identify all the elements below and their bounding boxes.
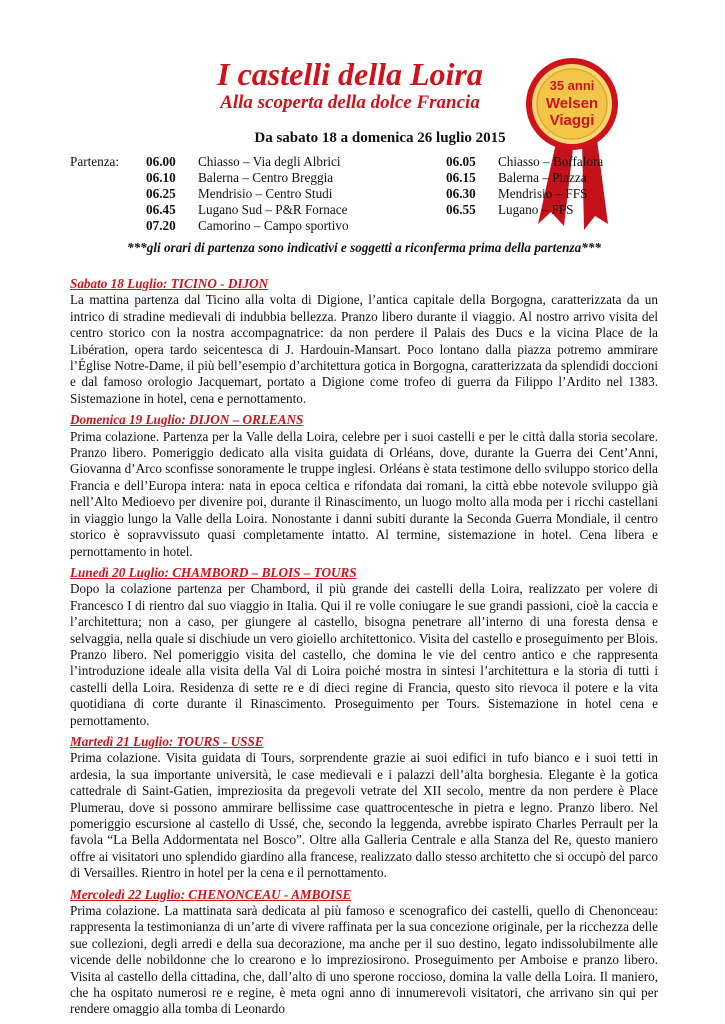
day-heading: Lunedì 20 Luglio: CHAMBORD – BLOIS – TOURS: [70, 564, 357, 580]
departure-time: 06.15: [446, 170, 476, 185]
seal-line1: 35 anni: [549, 78, 595, 93]
trip-dates: Da sabato 18 a domenica 26 luglio 2015: [254, 130, 506, 146]
day-description: Dopo la colazione partenza per Chambord, il più grande dei castelli della Loira, realizzato per volere di Francesco I di rientro dal suo viaggio in Italia. Qui il re volle coniugare le sue grandi passioni, cioè la caccia e l’architettura; non a caso, per giungere al castello, bisogna penetrare all’interno di una foresta densa e selvaggia, nella quale si dischiude un vero gioiello architettonico. Visita del castello e proseguimento per Blois. Pranzo libero. Nel pomeriggio visita del castello, che domina le vie del centro antico e che rappresenta l’introduzione ideale alla visita della Val di Loira poiché mostra in sintesi l’architettura e la storia di tutti i castelli della Loira. Residenza di sette re e di dieci regine di Francia, questo sito rievoca il potere e la vita quotidiana di corte durante il Rinascimento. Proseguimento per Tours. Sistemazione in hotel cena e pernottamento.: [70, 581, 658, 728]
day-description: Prima colazione. Visita guidata di Tours, sorprendente grazie ai suoi edifici in tufo bianco e i suoi tetti in ardesia, la sua importante università, le case medievali e i palazzi dell’alta borghesia. Elegante è la gotica cattedrale di Saint-Gatien, impreziosita da pregevoli vetrate del XII secolo, mentre da non perdere è Place Plumerau, dove si possono ammirare bellissime case quattrocentesche in pietra e legno. Pranzo libero. Nel pomeriggio escursione al castello di Ussé, che, secondo la leggenda, avrebbe ispirato Charles Perrault per la favola “La Bella Addormentata nel Bosco”. Oltre alla Galleria Centrale e alla Stanza del Re, questo maniero offre ai visitatori uno splendido giardino alla francese, realizzato dallo stesso architetto che si occupò del parco di Versailles. Rientro in hotel per la cena e il pernottamento.: [70, 750, 658, 881]
seal-line2: Welsen: [545, 95, 599, 112]
departure-time: 06.05: [446, 154, 476, 169]
itinerary-day: [70, 565, 658, 729]
departure-place: Lugano Sud – P&R Fornace: [198, 202, 348, 217]
itinerary-day: [70, 412, 658, 560]
departure-row: [146, 218, 546, 234]
departure-place: Lugano – FFS: [498, 202, 574, 217]
departure-row: [146, 202, 574, 218]
day-heading: Mercoledì 22 Luglio: CHENONCEAU - AMBOISE: [70, 886, 352, 902]
page-subtitle: Alla scoperta della dolce Francia: [220, 92, 480, 113]
departure-row: [146, 154, 604, 170]
itinerary-day: [70, 276, 658, 407]
itinerary-day: [70, 887, 658, 1018]
day-heading: Martedì 21 Luglio: TOURS - USSE: [70, 733, 264, 749]
departure-time: 06.30: [446, 186, 476, 201]
departure-time: 06.55: [446, 202, 476, 217]
page-title: I castelli della Loira: [217, 56, 483, 92]
departure-place: Chiasso – Via degli Albrici: [198, 154, 341, 169]
day-description: La mattina partenza dal Ticino alla volta di Digione, l’antica capitale della Borgogna, caratterizzata da un intrico di stradine medievali di indubbia bellezza. Pranzo libero durante il viaggio. Al nostro arrivo visita del centro storico con la nostra accompagnatrice: da non perdere il Palais des Ducs e la vicina Place de la Libération, opera tardo seicentesca di J. Hardouin-Mansart. Poco lontano dalla piazza potremo ammirare l’Église Notre-Dame, il più bell’esempio d’architettura gotica in Borgogna, caratterizzata da splendidi doccioni e dal famoso orologio Jacquemart, portato a Digione come trofeo di guerra da Filippo l’Ardito nel 1383. Sistemazione in hotel, cena e pernottamento.: [70, 292, 658, 406]
departure-place: Balerna – Centro Breggia: [198, 170, 334, 185]
itinerary: [70, 276, 658, 1023]
departure-time: 06.00: [146, 154, 176, 169]
departure-place: Mendrisio – FFS: [498, 186, 588, 201]
departure-place: Mendrisio – Centro Studi: [198, 186, 333, 201]
day-description: Prima colazione. Partenza per la Valle della Loira, celebre per i suoi castelli e per le città dalla storia secolare. Pranzo libero. Pomeriggio dedicato alla visita guidata di Orléans, dove, durante la Guerra dei Cent’Anni, Giovanna d’Arco sconfisse sonoramente le truppe inglesi. Orléans è stata testimone dello sviluppo storico della Francia e dell’Europa intera: nata in epoca celtica e rifondata dai romani, la città ebbe notevole sviluppo già nell’Alto Medioevo per divenire poi, durante il Rinascimento, un luogo molto alla moda per i ricchi castellani in viaggio lungo la Valle della Loira. Nonostante i danni subiti durante la Seconda Guerra Mondiale, il centro storico è sopravvissuto quasi completamente intatto. Al termine, sistemazione in hotel. Cena libera e pernottamento in hotel.: [70, 428, 658, 559]
departure-place: Balerna – Piazza: [498, 170, 587, 185]
departure-time: 06.10: [146, 170, 176, 185]
departure-time: 06.25: [146, 186, 176, 201]
departure-label: Partenza:: [70, 154, 120, 169]
day-heading: Sabato 18 Luglio: TICINO - DIJON: [70, 276, 269, 291]
departure-time: 06.45: [146, 202, 176, 217]
itinerary-day: [70, 734, 658, 882]
departure-note: ***gli orari di partenza sono indicativi e soggetti a riconferma prima della partenza***: [126, 240, 602, 255]
departure-place: Camorino – Campo sportivo: [198, 218, 349, 233]
seal-line3: Viaggi: [549, 112, 595, 129]
day-description: Prima colazione. La mattinata sarà dedicata al più famoso e scenografico dei castelli, quello di Chenonceau: rappresenta la testimonianza di un’arte di vivere raffinata per la sua concezione originale, per la ricchezza delle sue collezioni, degli arredi e della sua decorazione, ma anche per il suo destino, legato indissolubilmente alle vicende delle nobildonne che lo crearono e lo impreziosirono. Proseguimento per Amboise e pranzo libero. Visita al castello della cittadina, che, dall’alto di uno sperone roccioso, domina la valle della Loira. Il maniero, che ha ospitato numerosi re e regine, è meta ogni anno di innumerevoli visitatori, che arrivano sin qui per rendere omaggio alla tomba di Leonardo: [70, 903, 658, 1017]
departure-row: [146, 186, 588, 202]
day-heading: Domenica 19 Luglio: DIJON – ORLEANS: [70, 412, 304, 428]
departure-time: 07.20: [146, 218, 176, 233]
departure-row: [146, 170, 587, 186]
departure-place: Chiasso – Boffalora: [498, 154, 604, 169]
